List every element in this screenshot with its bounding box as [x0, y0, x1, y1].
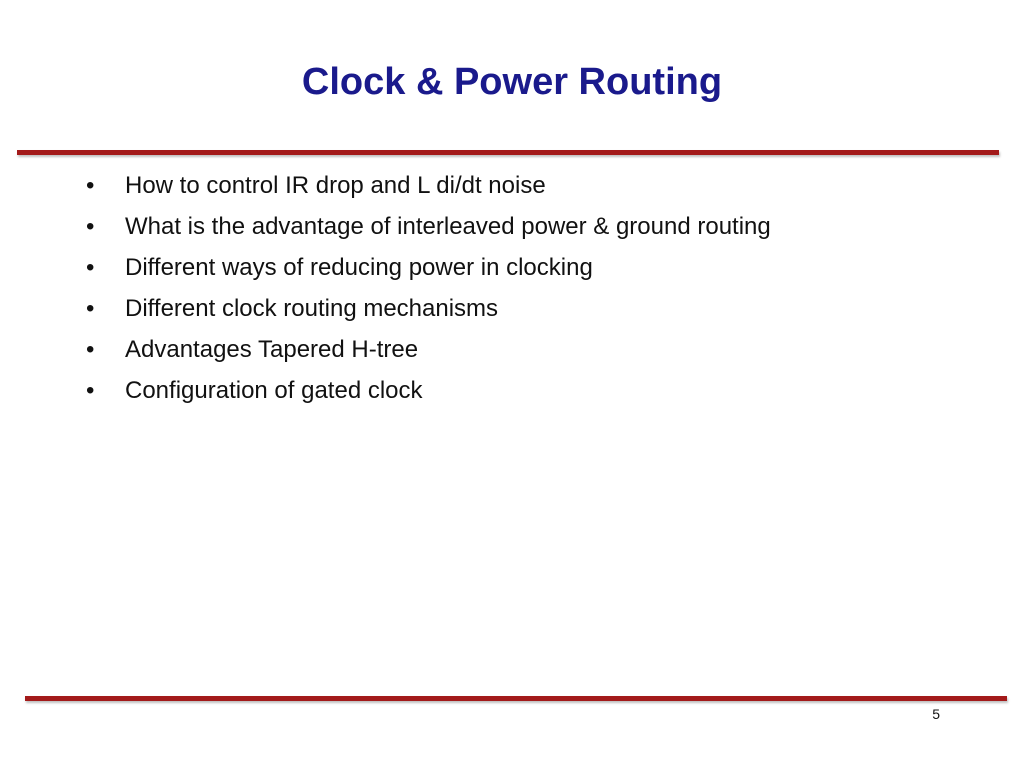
bullet-text: Configuration of gated clock [125, 377, 423, 404]
page-number: 5 [932, 706, 940, 722]
bullet-item [82, 334, 982, 375]
bullet-item [82, 170, 982, 211]
bullet-text: Advantages Tapered H-tree [125, 336, 419, 363]
bullet-text: Different clock routing mechanisms [125, 295, 499, 322]
bullet-item [82, 211, 982, 252]
bullet-dot-icon: • [86, 295, 95, 322]
bullet-item [82, 375, 982, 416]
bullet-dot-icon: • [86, 254, 95, 281]
slide-title: Clock & Power Routing [301, 61, 723, 103]
bullet-dot-icon: • [86, 336, 95, 363]
bullet-dot-icon: • [86, 172, 95, 199]
bottom-divider [25, 696, 1007, 701]
top-divider [17, 150, 999, 155]
bullet-text: How to control IR drop and L di/dt noise [125, 172, 546, 199]
bullet-dot-icon: • [86, 213, 95, 240]
bullet-item [82, 293, 982, 334]
bullet-text: What is the advantage of interleaved power & ground routing [125, 213, 771, 240]
bullet-text: Different ways of reducing power in clocking [125, 254, 593, 281]
bullet-item [82, 252, 982, 293]
bullet-list [82, 170, 982, 416]
bullet-dot-icon: • [86, 377, 95, 404]
